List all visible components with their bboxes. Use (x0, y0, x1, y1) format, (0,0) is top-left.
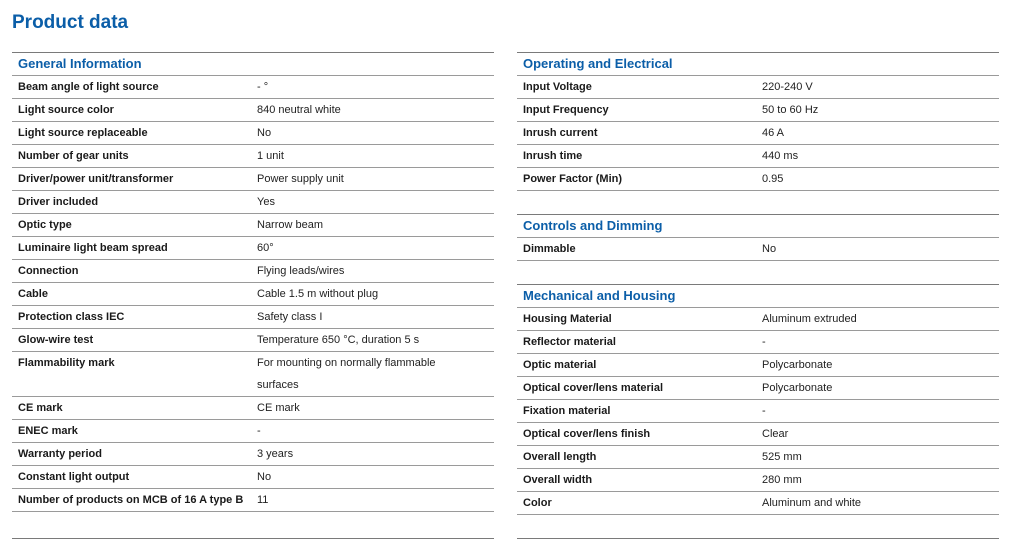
section-controls-dimming (517, 214, 999, 261)
table-row (517, 76, 999, 99)
section-operating-electrical (517, 52, 999, 191)
row-value: Yes (257, 196, 275, 208)
row-label: ENEC mark (18, 425, 78, 437)
row-value: - (257, 425, 261, 437)
table-row (12, 283, 494, 306)
table-row (12, 237, 494, 260)
row-value: 3 years (257, 448, 294, 460)
row-label: Luminaire light beam spread (18, 242, 168, 254)
table-row (12, 99, 494, 122)
table-row (517, 400, 999, 423)
row-label: Overall width (523, 474, 593, 486)
table-row (517, 469, 999, 492)
row-label: Constant light output (18, 471, 130, 483)
bottom-divider (12, 538, 494, 539)
row-value: Polycarbonate (762, 359, 833, 371)
table-row (517, 99, 999, 122)
row-label: Fixation material (523, 405, 611, 417)
row-label: Flammability mark (18, 357, 115, 369)
row-value: 0.95 (762, 173, 784, 185)
left-column (12, 52, 494, 512)
row-value: 220-240 V (762, 81, 813, 93)
row-value: 11 (257, 494, 269, 506)
row-value: 280 mm (762, 474, 802, 486)
row-label: Optic type (18, 219, 72, 231)
table-row (517, 122, 999, 145)
row-label: Input Voltage (523, 81, 592, 93)
row-label: Color (523, 497, 552, 509)
row-label: Glow-wire test (18, 334, 94, 346)
table-row (12, 168, 494, 191)
row-label: Connection (18, 265, 79, 277)
row-value: Cable 1.5 m without plug (257, 288, 379, 300)
row-label: Housing Material (523, 313, 612, 325)
table-row (517, 168, 999, 191)
table-row (12, 306, 494, 329)
table-row (12, 191, 494, 214)
table-row (12, 76, 494, 99)
table-row (517, 331, 999, 354)
row-label: Driver/power unit/transformer (18, 173, 174, 185)
row-value: - ° (257, 81, 269, 93)
table-row (12, 352, 494, 397)
row-value: - (762, 405, 766, 417)
row-value: Aluminum and white (762, 497, 862, 509)
section-mechanical-housing (517, 284, 999, 515)
row-label: Number of gear units (18, 150, 129, 162)
table-row (517, 446, 999, 469)
row-label: Dimmable (523, 243, 576, 255)
row-label: Light source replaceable (18, 127, 148, 139)
row-value: - (762, 336, 766, 348)
table-row (517, 308, 999, 331)
table-row (12, 489, 494, 512)
table-row (517, 423, 999, 446)
table-row (12, 145, 494, 168)
row-value: Clear (762, 428, 789, 440)
row-label: Reflector material (523, 336, 616, 348)
row-value: 440 ms (762, 150, 799, 162)
row-label: Optical cover/lens material (523, 382, 664, 394)
row-label: Input Frequency (523, 104, 609, 116)
bottom-divider (517, 538, 999, 539)
row-value: Temperature 650 °C, duration 5 s (257, 334, 420, 346)
row-label: Protection class IEC (18, 311, 125, 323)
row-value: CE mark (257, 402, 300, 414)
row-value: Polycarbonate (762, 382, 833, 394)
section-general-information (12, 52, 494, 512)
table-row (517, 238, 999, 261)
table-row (12, 214, 494, 237)
row-value: 46 A (762, 127, 785, 139)
table-row (12, 420, 494, 443)
row-value: 1 unit (257, 150, 284, 162)
row-value: Safety class I (257, 311, 323, 323)
row-label: Inrush time (523, 150, 583, 162)
table-row (517, 492, 999, 515)
row-label: Beam angle of light source (18, 81, 159, 93)
row-label: Optic material (523, 359, 597, 371)
row-value: 50 to 60 Hz (762, 104, 819, 116)
row-value: 60° (257, 242, 274, 254)
row-value: Power supply unit (257, 173, 344, 185)
section-title: Controls and Dimming (517, 215, 999, 238)
row-label: Inrush current (523, 127, 598, 139)
table-row (12, 466, 494, 489)
right-column (517, 52, 999, 515)
section-title: Operating and Electrical (517, 53, 999, 76)
row-label: Light source color (18, 104, 114, 116)
section-title: Mechanical and Housing (517, 285, 999, 308)
table-row (12, 329, 494, 352)
section-title: General Information (12, 53, 494, 76)
row-label: CE mark (18, 402, 63, 414)
row-value: No (257, 471, 272, 483)
table-row (517, 377, 999, 400)
row-label: Power Factor (Min) (523, 173, 623, 185)
table-row (517, 354, 999, 377)
row-value: Flying leads/wires (257, 265, 345, 277)
row-label: Warranty period (18, 448, 102, 460)
row-label: Cable (18, 288, 48, 300)
row-label: Optical cover/lens finish (523, 428, 651, 440)
row-value: No (257, 127, 272, 139)
row-value: 840 neutral white (257, 104, 341, 116)
row-value: Narrow beam (257, 219, 324, 231)
table-row (12, 260, 494, 283)
table-row (517, 145, 999, 168)
row-label: Number of products on MCB of 16 A type B (18, 494, 244, 506)
row-value: 525 mm (762, 451, 802, 463)
page-title: Product data (12, 12, 129, 33)
row-label: Driver included (18, 196, 99, 208)
row-value: For mounting on normally flammable surfaces (257, 357, 436, 391)
row-label: Overall length (523, 451, 597, 463)
table-row (12, 397, 494, 420)
row-value: No (762, 243, 777, 255)
table-row (12, 443, 494, 466)
table-row (12, 122, 494, 145)
row-value: Aluminum extruded (762, 313, 857, 325)
